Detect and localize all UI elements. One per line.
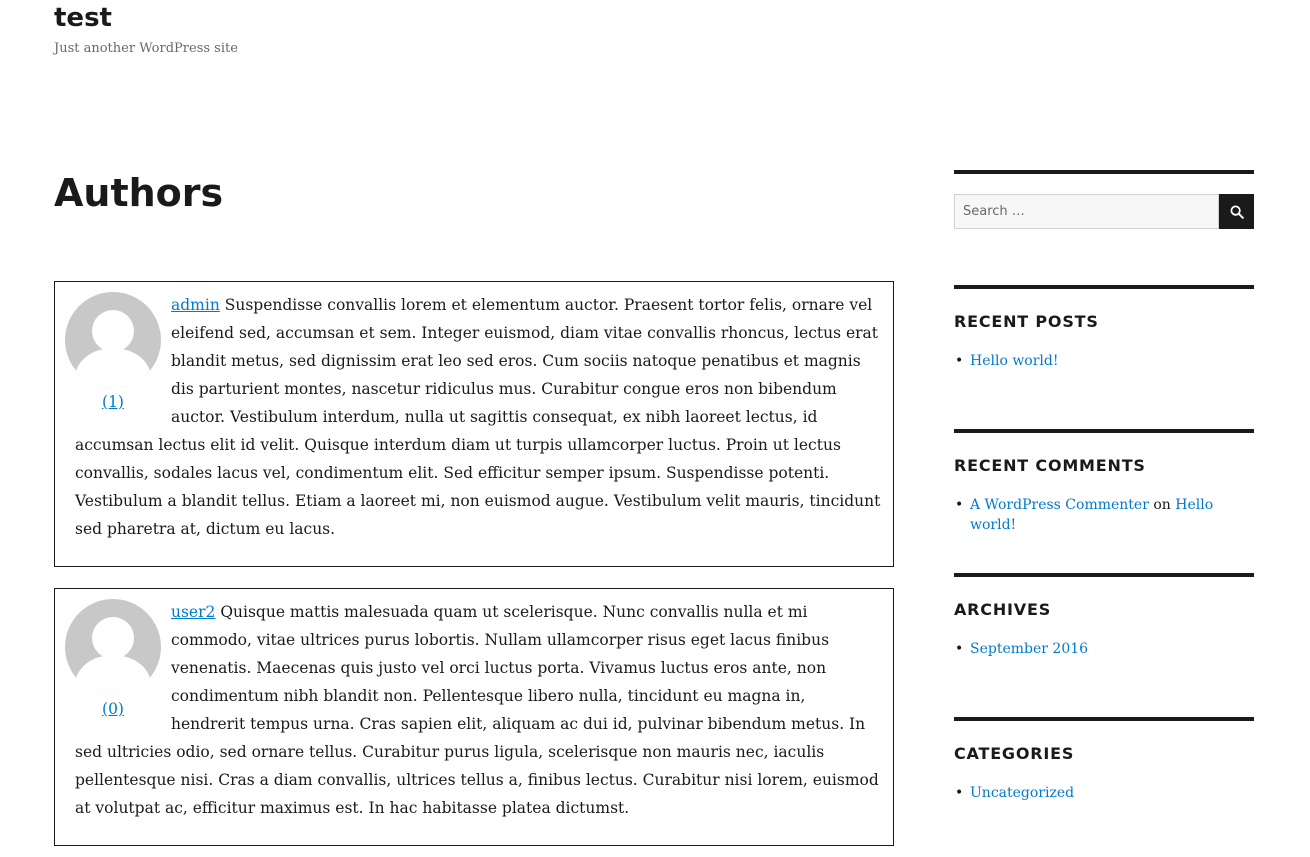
avatar-head-shape [92, 617, 134, 659]
recent-posts-list [954, 351, 1059, 371]
author-name-link[interactable]: admin [171, 296, 220, 314]
search-input[interactable] [954, 194, 1219, 229]
archives-widget [954, 573, 1254, 657]
recent-posts-widget [954, 285, 1254, 369]
comment-post-link[interactable]: Hello world! [970, 497, 1214, 533]
categories-widget [954, 717, 1254, 801]
comment-connector: on [1153, 497, 1171, 513]
recent-comments-widget [954, 429, 1254, 533]
archive-link[interactable]: September 2016 [970, 641, 1089, 657]
avatar-head-shape [92, 310, 134, 352]
list-item [954, 783, 1074, 803]
author-name-link[interactable]: user2 [171, 603, 216, 621]
search-form [954, 194, 1254, 229]
recent-comments-list [954, 495, 1254, 535]
list-item [954, 639, 1088, 659]
widget-title: RECENT POSTS [954, 312, 1099, 331]
archives-list [954, 639, 1088, 659]
avatar [65, 292, 161, 388]
author-avatar-column [65, 292, 161, 416]
page-title: Authors [54, 171, 224, 215]
site-title[interactable]: test [54, 3, 112, 33]
recent-post-link[interactable]: Hello world! [970, 353, 1059, 369]
search-widget [954, 170, 1254, 174]
site-description: Just another WordPress site [54, 41, 238, 56]
author-bio: Quisque mattis malesuada quam ut scelerisque. Nunc convallis nulla et mi commodo, vitae ultrices purus lobortis. Nullam ullamcorper risus eget lacus finibus venenatis. Maecenas quis justo vel orci luctus porta. Vivamus luctus eros ante, non condimentum nibh blandit non. Pellentesque libero nulla, tincidunt eu magna in, hendrerit tempus urna. Cras sapien elit, aliquam ac dui id, pulvinar bibendum metus. In sed ultricies odio, sed ornare tellus. Curabitur purus ligula, scelerisque non mauris nec, iaculis pellentesque nisi. Cras a diam convallis, ultrices tellus a, finibus lectus. Curabitur nisi lorem, euismod at volutpat ac, efficitur maximus est. In hac habitasse platea dictumst. [75, 603, 879, 817]
author-post-count-link[interactable]: (1) [102, 393, 124, 411]
author-card-user2 [54, 588, 894, 846]
comment-author-link[interactable]: A WordPress Commenter [970, 497, 1149, 513]
search-button[interactable] [1219, 194, 1254, 229]
search-icon [1230, 205, 1244, 219]
category-link[interactable]: Uncategorized [970, 785, 1075, 801]
widget-title: ARCHIVES [954, 600, 1052, 619]
widget-title: CATEGORIES [954, 744, 1075, 763]
author-card-admin [54, 281, 894, 567]
list-item [954, 351, 1059, 371]
author-post-count-link[interactable]: (0) [102, 700, 124, 718]
categories-list [954, 783, 1074, 803]
list-item [954, 495, 1254, 535]
avatar-body-shape [75, 348, 151, 388]
avatar [65, 599, 161, 695]
author-bio: Suspendisse convallis lorem et elementum auctor. Praesent tortor felis, ornare vel eleifend sed, accumsan et sem. Integer euismod, diam vitae convallis rhoncus, lectus erat blandit metus, sed dignissim erat leo sed eros. Cum sociis natoque penatibus et magnis dis parturient montes, nascetur ridiculus mus. Curabitur congue eros non bibendum auctor. Vestibulum interdum, nulla ut sagittis consequat, ex nibh laoreet lectus, id accumsan lectus elit id velit. Quisque interdum diam ut turpis ullamcorper luctus. Proin ut lectus convallis, sodales lacus vel, condimentum elit. Sed efficitur semper ipsum. Suspendisse potenti. Vestibulum a blandit tellus. Etiam a laoreet mi, non euismod augue. Vestibulum velit mauris, tincidunt sed pharetra at, dictum eu lacus. [75, 296, 881, 538]
widget-title: RECENT COMMENTS [954, 456, 1146, 475]
avatar-body-shape [75, 655, 151, 695]
author-avatar-column [65, 599, 161, 723]
